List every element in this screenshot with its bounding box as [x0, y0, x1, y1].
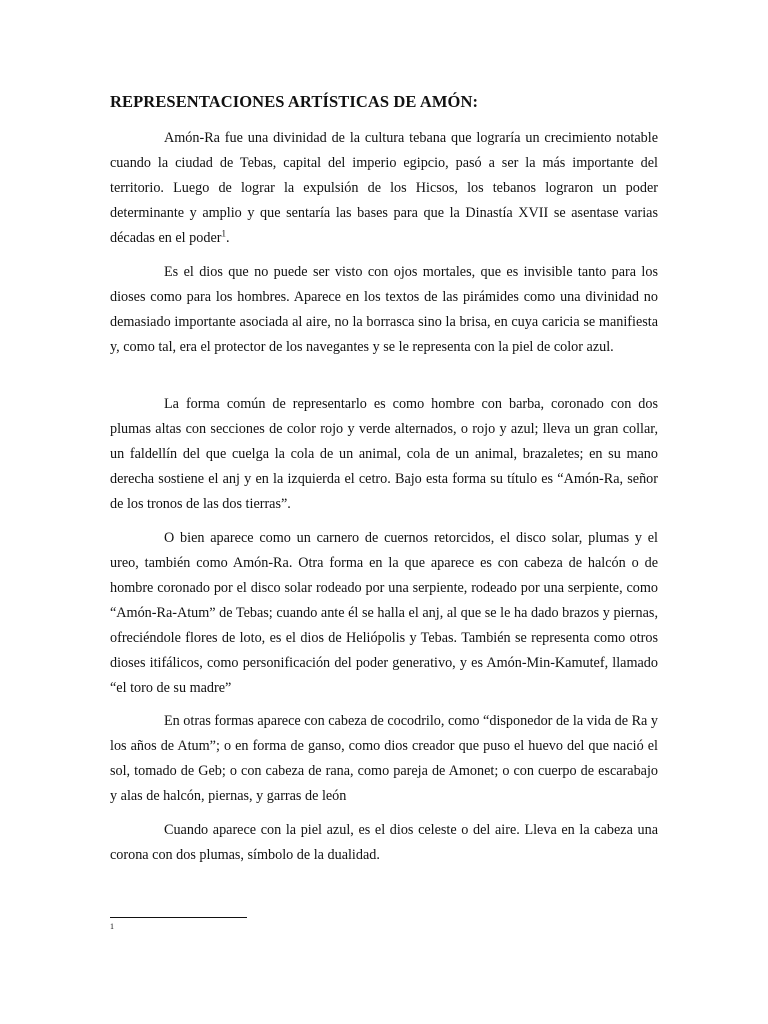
- paragraph-3: La forma común de representarlo es como hombre con barba, coronado con dos plumas altas con secciones de color rojo y verde alternados, o rojo y azul; lleva un gran collar, un faldellín del que cuelga la cola de un animal, cola de un animal, brazaletes; en su mano derecha sostiene el anj y en la izquierda el cetro. Bajo esta forma su título es “Amón-Ra, señor de los tronos de las dos tierras”.: [110, 396, 658, 512]
- paragraph-4: O bien aparece como un carnero de cuernos retorcidos, el disco solar, plumas y el ureo, también como Amón-Ra. Otra forma en la que aparece es con cabeza de halcón o de hombre coronado por el disco solar rodeado por una serpiente, rodeado por una serpiente, como “Amón-Ra-Atum” de Tebas; cuando ante él se halla el anj, al que se le ha dado brazos y piernas, ofreciéndole flores de loto, es el dios de Heliópolis y Tebas. También se representa como otros dioses itifálicos, como personificación del poder generativo, y es Amón-Min-Kamutef, llamado “el toro de su madre”: [110, 530, 658, 696]
- document-title: REPRESENTACIONES ARTÍSTICAS DE AMÓN:: [110, 92, 479, 111]
- paragraph-1: [110, 126, 658, 251]
- paragraph-1-text: Amón-Ra fue una divinidad de la cultura tebana que lograría un crecimiento notable cuando la ciudad de Tebas, capital del imperio egipcio, pasó a ser la más importante del territorio. Luego de lograr la expulsión de los Hicsos, los tebanos lograron un poder determinante y amplio y que sentaría las bases para que la Dinastía XVII se asentase varias décadas en el poder: [110, 130, 658, 246]
- document-page: [110, 0, 658, 1024]
- footnote-reference[interactable]: 1: [221, 228, 226, 239]
- footnote-separator: [110, 917, 247, 918]
- paragraph-2: Es el dios que no puede ser visto con ojos mortales, que es invisible tanto para los dioses como para los hombres. Aparece en los textos de las pirámides como una divinidad no demasiado importante asociada al aire, no la borrasca sino la brisa, en cuya caricia se manifiesta y, como tal, era el protector de los navegantes y se le representa con la piel de color azul.: [110, 264, 658, 355]
- paragraph-6: Cuando aparece con la piel azul, es el dios celeste o del aire. Lleva en la cabeza una corona con dos plumas, símbolo de la dualidad.: [110, 822, 658, 863]
- footnote-mark: 1: [110, 922, 114, 931]
- paragraph-1-tail: .: [225, 230, 230, 246]
- paragraph-5: En otras formas aparece con cabeza de cocodrilo, como “disponedor de la vida de Ra y los años de Atum”; o en forma de ganso, como dios creador que puso el huevo del que nació el sol, tomado de Geb; o con cabeza de rana, como pareja de Amonet; o con cuerpo de escarabajo y alas de halcón, piernas, y garras de león: [110, 713, 658, 804]
